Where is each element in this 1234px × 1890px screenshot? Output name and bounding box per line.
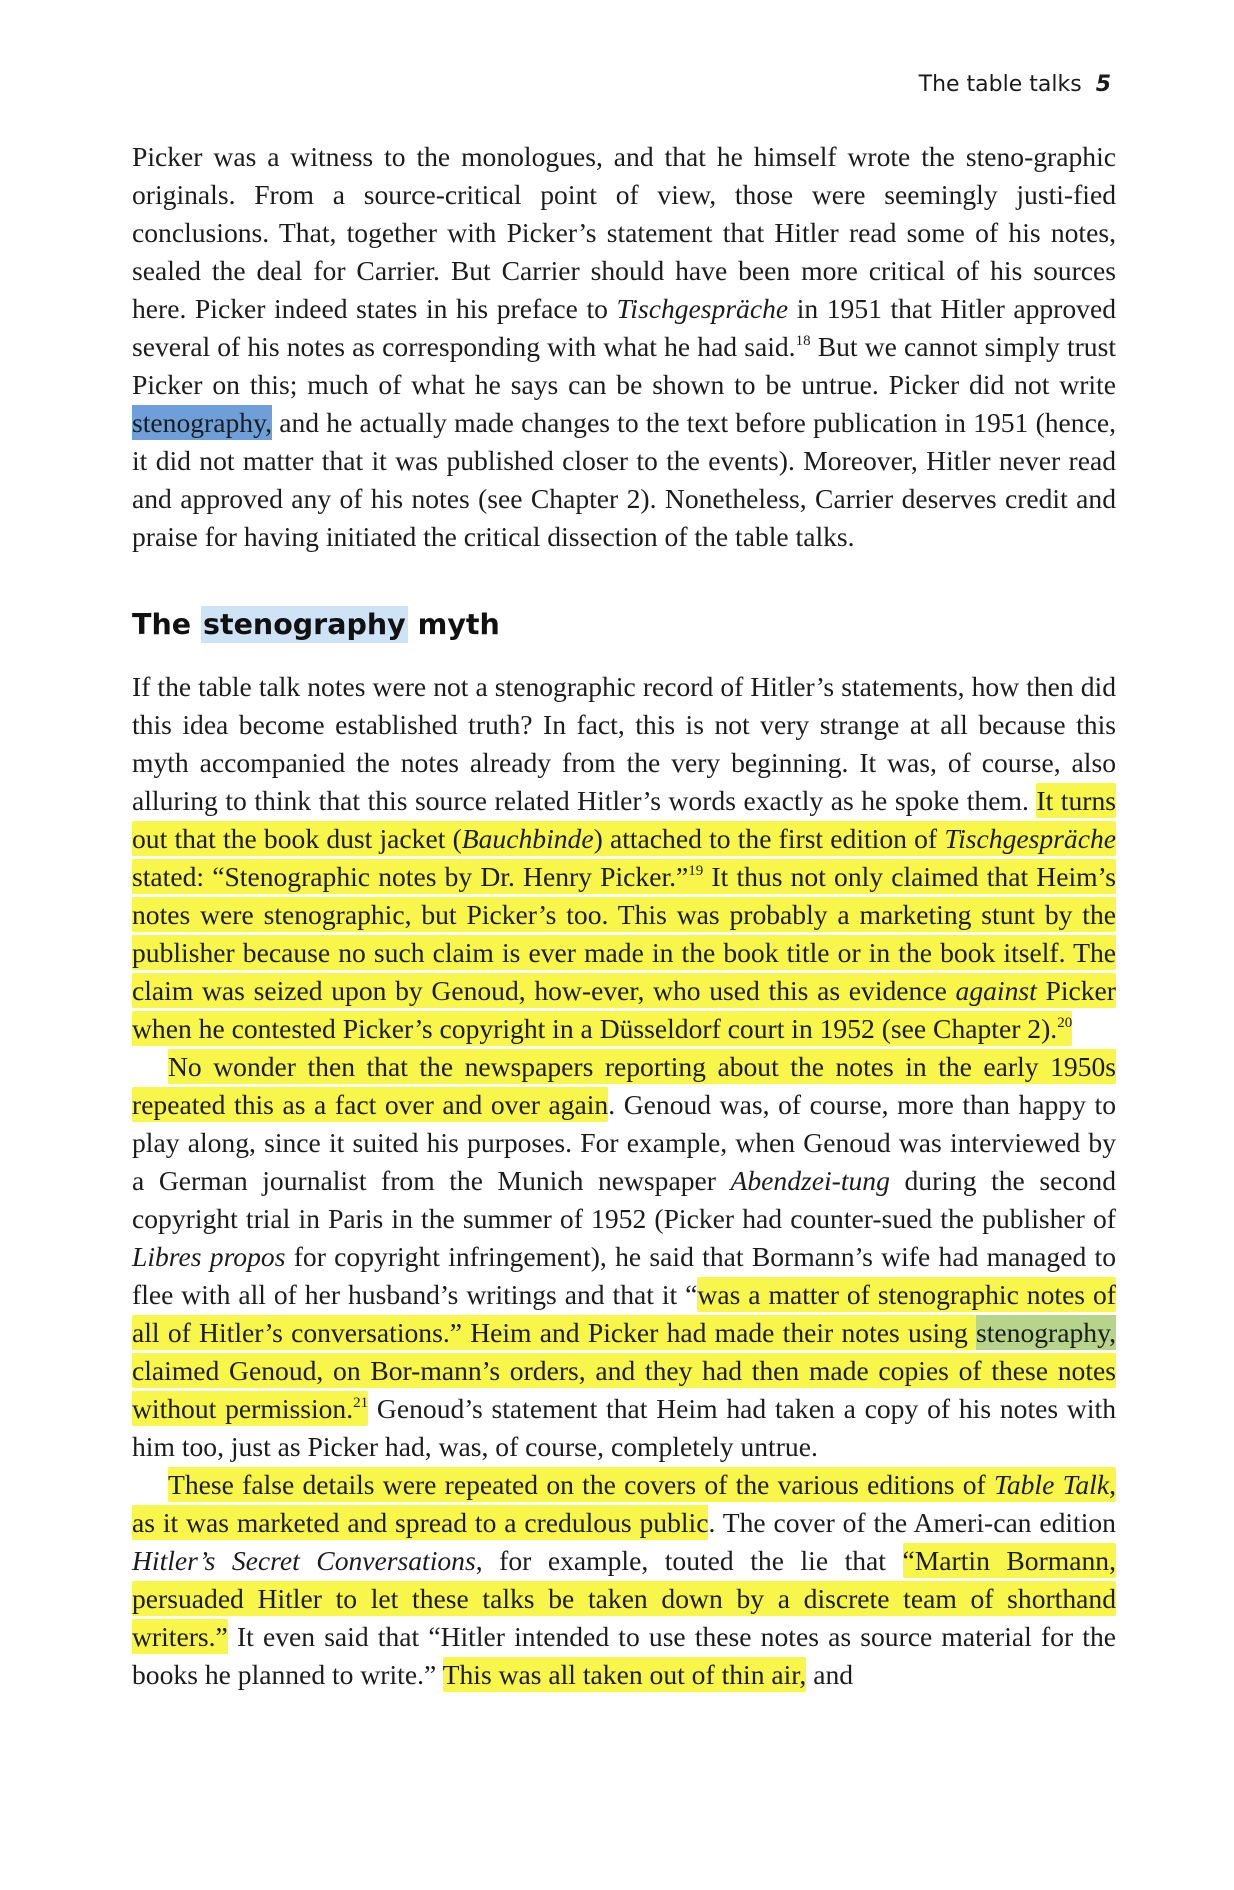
paragraph-1 — [132, 138, 1116, 556]
paragraph-3 — [132, 1048, 1116, 1466]
italic-term: against — [955, 975, 1037, 1006]
text-run: , as it was marketed and spread to a credulous public — [132, 1469, 1117, 1538]
italic-title: Tischgespräche — [616, 293, 789, 324]
text-run: Picker when he contested Picker’s copyright in a Düsseldorf court in 1952 (see Chapter 2). — [132, 975, 1116, 1044]
text-run: in 1951 that Hitler approved several of his notes as corresponding with what he had said. — [132, 293, 1116, 362]
text-run: But we cannot simply trust Picker on this; much of what he says can be shown to be untrue. Picker did not write — [132, 331, 1116, 400]
text-run: It even said that “Hitler intended to use these notes as source material for the books he planned to write.” — [132, 1621, 1116, 1690]
text-run: . The cover of the Ameri-can edition — [708, 1507, 1116, 1538]
text-run: was a matter of stenographic notes of all of Hitler’s conversations.” Heim and Picker had made their notes using — [132, 1279, 1116, 1348]
italic-title: Table Talk — [994, 1469, 1110, 1500]
highlight-annotation[interactable] — [132, 783, 1116, 1046]
text-run: ) attached to the first edition of — [593, 823, 945, 854]
italic-title: Abendzei-tung — [730, 1165, 890, 1196]
footnote-ref[interactable]: 21 — [353, 1395, 369, 1411]
footnote-ref[interactable]: 18 — [795, 333, 811, 349]
text-run: It turns out that the book dust jacket ( — [132, 785, 1116, 854]
heading-text: The — [132, 608, 201, 641]
text-run: and — [806, 1659, 854, 1690]
selected-text[interactable]: stenography, — [132, 407, 272, 438]
paragraph-4 — [132, 1466, 1116, 1694]
text-run: , for example, touted the lie that — [475, 1545, 903, 1576]
text-run: Genoud’s statement that Heim had taken a copy of his notes with him too, just as Picker had, was, of course, completely untrue. — [132, 1393, 1116, 1462]
italic-title: Hitler’s Secret Conversations — [132, 1545, 476, 1576]
running-head — [919, 72, 1111, 97]
paragraph-2 — [132, 668, 1116, 1048]
italic-title: Tischgespräche — [944, 823, 1116, 854]
text-run: claimed Genoud, on Bor-mann’s orders, and they had then made copies of these notes without permission. — [132, 1355, 1116, 1424]
section-heading — [132, 606, 1116, 644]
highlight-annotation[interactable]: “Martin Bormann, persuaded Hitler to let these talks be taken down by a discrete team of shorthand writers.” — [132, 1545, 1116, 1652]
text-run: It thus not only claimed that Heim’s notes were stenographic, but Picker’s too. This was probably a marketing stunt by the publisher because no such claim is ever made in the book title or in the book itself. The claim was seized upon by Genoud, how-ever, who used this as evidence — [132, 861, 1116, 1006]
heading-text: myth — [407, 608, 500, 641]
search-match-highlight[interactable]: stenography, — [976, 1317, 1116, 1348]
highlight-annotation[interactable]: This was all taken out of thin air, — [442, 1659, 807, 1690]
italic-term: Bauchbinde — [461, 823, 594, 854]
text-run: If the table talk notes were not a stenographic record of Hitler’s statements, how then did this idea become established truth? In fact, this is not very strange at all because this myth accompanied the notes already from the very beginning. It was, of course, also alluring to think that this source related Hitler’s words exactly as he spoke them. — [132, 671, 1116, 816]
page-number: 5 — [1095, 72, 1111, 97]
text-run: during the second copyright trial in Paris in the summer of 1952 (Picker had counter-sued the publisher of — [132, 1165, 1116, 1234]
highlight-annotation[interactable]: No wonder then that the newspapers reporting about the notes in the early 1950s repeated this as a fact over and over again — [132, 1051, 1116, 1120]
italic-title: Libres propos — [132, 1241, 286, 1272]
text-run: These false details were repeated on the covers of the various editions of — [168, 1469, 994, 1500]
text-run: Picker was a witness to the monologues, and that he himself wrote the steno-graphic originals. From a source-critical point of view, those were seemingly justi-fied conclusions. That, together with Picker’s statement that Hitler read some of his notes, sealed the deal for Carrier. But Carrier should have been more critical of his sources here. Picker indeed states in his preface to — [132, 141, 1116, 324]
text-run: for copyright infringement), he said that Bormann’s wife had managed to flee with all of her husband’s writings and that it “ — [132, 1241, 1116, 1310]
text-run: and he actually made changes to the text before publication in 1951 (hence, it did not matter that it was published closer to the events). Moreover, Hitler never read and approved any of his notes (see Chapter 2). Nonetheless, Carrier deserves credit and praise for having initiated the critical dissection of the table talks. — [132, 407, 1116, 552]
footnote-ref[interactable]: 20 — [1057, 1015, 1073, 1031]
heading-search-highlight[interactable]: stenography — [202, 608, 406, 641]
text-run: . Genoud was, of course, more than happy to play along, since it suited his purposes. For example, when Genoud was interviewed by a German journalist from the Munich newspaper — [132, 1089, 1116, 1196]
body-text — [132, 138, 1116, 1694]
text-run: stated: “Stenographic notes by Dr. Henry Picker.” — [132, 861, 689, 892]
footnote-ref[interactable]: 19 — [688, 863, 704, 879]
running-title: The table talks — [918, 72, 1082, 97]
